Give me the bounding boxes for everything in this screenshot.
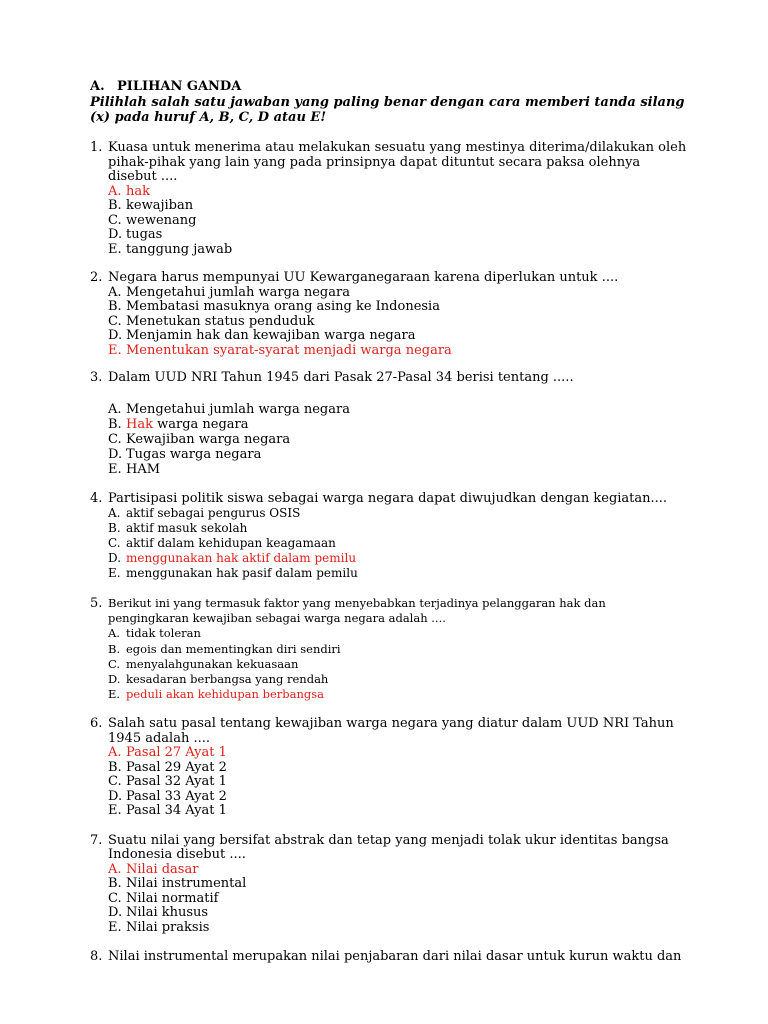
option-d[interactable]: D. kesadaran berbangsa yang rendah xyxy=(108,672,329,687)
option-e[interactable]: E. Nilai praksis xyxy=(108,919,210,935)
option-d[interactable]: D. Pasal 33 Ayat 2 xyxy=(108,788,227,804)
option-e[interactable]: E. peduli akan kehidupan berbangsa xyxy=(108,687,325,702)
option-b[interactable]: B. egois dan mementingkan diri sendiri xyxy=(108,641,341,656)
option-d[interactable]: D. tugas xyxy=(108,227,163,242)
option-c[interactable]: C. Menetukan status penduduk xyxy=(108,313,315,329)
question-text: Suatu nilai yang bersifat abstrak dan tetap yang menjadi tolak ukur identitas bangsa Indonesia disebut .... xyxy=(108,832,669,863)
option-b[interactable]: B. kewajiban xyxy=(108,198,194,213)
option-e[interactable]: E. HAM xyxy=(108,461,161,477)
question-number: 5. xyxy=(90,596,103,611)
question-number: 7. xyxy=(90,832,103,848)
question-2 xyxy=(90,271,690,358)
option-b[interactable]: B. Membatasi masuknya orang asing ke Indonesia xyxy=(108,299,440,314)
option-b[interactable]: B. Hak warga negara xyxy=(108,416,249,432)
question-1 xyxy=(90,141,690,257)
section-title: PILIHAN GANDA xyxy=(117,79,242,94)
question-7 xyxy=(90,834,690,936)
option-e[interactable]: E. Menentukan syarat-syarat menjadi warga negara xyxy=(108,342,452,358)
question-text: Berikut ini yang termasuk faktor yang menyebabkan terjadinya pelanggaran hak dan pengingkaran kewajiban sebagai warga negara adalah .... xyxy=(108,596,606,626)
question-4 xyxy=(90,492,690,582)
option-d[interactable]: D. menggunakan hak aktif dalam pemilu xyxy=(108,551,357,565)
question-number: 6. xyxy=(90,716,103,732)
section-letter: A. xyxy=(90,79,105,94)
question-number: 2. xyxy=(90,270,103,285)
question-3 xyxy=(90,371,690,477)
question-text: Dalam UUD NRI Tahun 1945 dari Pasak 27-Pasal 34 berisi tentang ..... xyxy=(108,370,574,385)
option-a[interactable]: A. Pasal 27 Ayat 1 xyxy=(108,745,227,761)
option-a[interactable]: A. Mengetahui jumlah warga negara xyxy=(108,401,350,417)
option-b[interactable]: B. aktif masuk sekolah xyxy=(108,521,248,535)
question-6 xyxy=(90,717,690,819)
option-a[interactable]: A. hak xyxy=(108,183,151,199)
question-number: 3. xyxy=(90,370,103,385)
option-d[interactable]: D. Menjamin hak dan kewajiban warga negara xyxy=(108,328,416,343)
option-d[interactable]: D. Nilai khusus xyxy=(108,905,209,921)
question-8 xyxy=(90,950,690,965)
question-5 xyxy=(90,596,690,702)
option-e[interactable]: E. Pasal 34 Ayat 1 xyxy=(108,803,227,819)
question-number: 4. xyxy=(90,490,103,506)
option-b[interactable]: B. Pasal 29 Ayat 2 xyxy=(108,759,227,775)
option-a[interactable]: A. Nilai dasar xyxy=(108,861,199,877)
option-c[interactable]: C. Kewajiban warga negara xyxy=(108,431,291,447)
option-a[interactable]: A. tidak toleran xyxy=(108,626,201,641)
option-a[interactable]: A. aktif sebagai pengurus OSIS xyxy=(108,506,301,520)
option-c[interactable]: C. aktif dalam kehidupan keagamaan xyxy=(108,536,336,550)
question-text: Negara harus mempunyai UU Kewarganegaraan karena diperlukan untuk .... xyxy=(108,270,619,285)
question-number: 1. xyxy=(90,140,103,155)
section-heading xyxy=(90,79,690,95)
option-b[interactable]: B. Nilai instrumental xyxy=(108,876,247,892)
question-number: 8. xyxy=(90,949,103,965)
option-c[interactable]: C. Pasal 32 Ayat 1 xyxy=(108,774,227,790)
option-e[interactable]: E. tanggung jawab xyxy=(108,241,233,257)
question-text: Salah satu pasal tentang kewajiban warga negara yang diatur dalam UUD NRI Tahun 1945 adalah .... xyxy=(108,716,674,746)
option-c[interactable]: C. menyalahgunakan kekuasaan xyxy=(108,656,299,671)
instruction-text: Pilihlah salah satu jawaban yang paling benar dengan cara memberi tanda silang (x) pada huruf A, B, C, D atau E! xyxy=(90,95,685,125)
option-d[interactable]: D. Tugas warga negara xyxy=(108,446,262,462)
question-text: Kuasa untuk menerima atau melakukan sesuatu yang mestinya diterima/dilakukan oleh pihak-pihak yang lain yang pada prinsipnya dapat dituntut secara paksa olehnya disebut .... xyxy=(108,140,687,184)
option-c[interactable]: C. Nilai normatif xyxy=(108,890,219,906)
question-text: Nilai instrumental merupakan nilai penjabaran dari nilai dasar untuk kurun waktu dan xyxy=(108,949,682,965)
option-c[interactable]: C. wewenang xyxy=(108,212,197,228)
document-body xyxy=(90,79,690,965)
question-text: Partisipasi politik siswa sebagai warga negara dapat diwujudkan dengan kegiatan.... xyxy=(108,490,668,506)
option-e[interactable]: E. menggunakan hak pasif dalam pemilu xyxy=(108,566,358,580)
option-a[interactable]: A. Mengetahui jumlah warga negara xyxy=(108,284,350,300)
